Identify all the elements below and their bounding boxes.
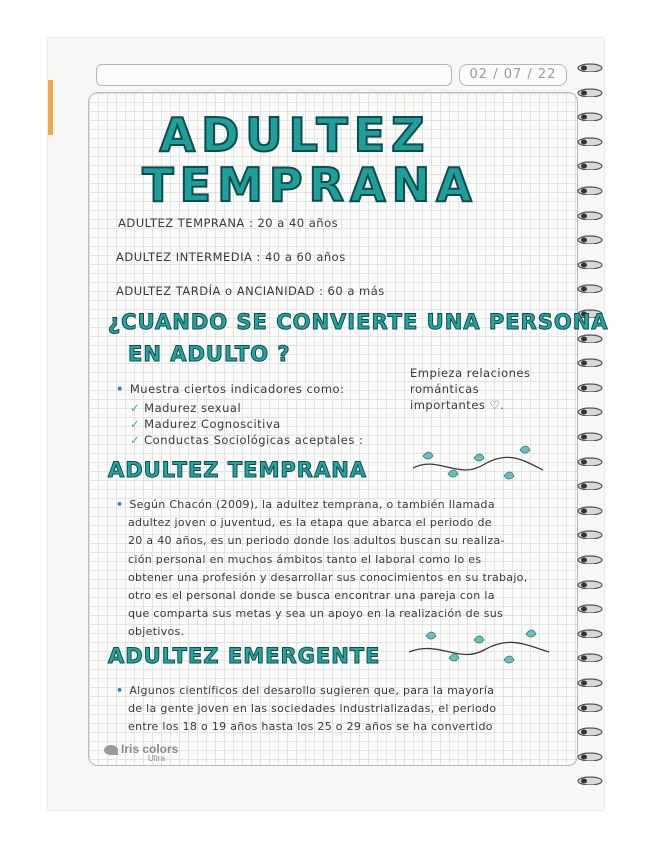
indicator-text: Madurez sexual — [144, 401, 242, 415]
bullet-dot: • — [116, 684, 124, 697]
check-icon: ✓ — [130, 433, 141, 447]
spiral-ring-icon — [576, 406, 606, 416]
spiral-ring-icon — [576, 357, 606, 367]
brand-sub: Ultra — [148, 754, 165, 763]
spiral-ring-icon — [576, 234, 606, 244]
spiral-ring-icon — [576, 259, 606, 269]
paragraph-line: • Algunos científicos del desarollo sugieren que, para la mayoría — [116, 684, 495, 697]
spiral-ring-icon — [576, 702, 606, 712]
section2-heading: ADULTEZ EMERGENTE — [108, 644, 381, 668]
indicator-item — [130, 433, 363, 447]
paragraph-line: objetivos. — [128, 625, 185, 639]
spiral-ring-icon — [576, 652, 606, 662]
spiral-ring-icon — [576, 677, 606, 687]
indicator-item — [130, 417, 281, 431]
brand-name: Iris colors — [121, 742, 179, 756]
bullet-dot: • — [116, 498, 124, 511]
page-title-line2: TEMPRANA — [142, 158, 478, 212]
spiral-ring-icon — [576, 382, 606, 392]
paragraph-line: otro es el personal donde se busca encontrar una pareja con la — [128, 589, 495, 603]
check-icon: ✓ — [130, 401, 141, 415]
spiral-ring-icon — [576, 529, 606, 539]
page-tab-stripe — [48, 80, 53, 135]
spiral-ring-icon — [576, 579, 606, 589]
spiral-ring-icon — [576, 87, 606, 97]
spiral-ring-icon — [576, 554, 606, 564]
spiral-ring-icon — [576, 480, 606, 490]
spiral-ring-icon — [576, 431, 606, 441]
date-field: 02 / 07 / 22 — [459, 64, 567, 86]
indicator-item — [130, 401, 241, 415]
header-field — [96, 64, 452, 86]
side-note-line2: románticas — [410, 382, 480, 396]
spiral-ring-icon — [576, 628, 606, 638]
spiral-ring-icon — [576, 283, 606, 293]
spiral-ring-icon — [576, 603, 606, 613]
spiral-ring-icon — [576, 751, 606, 761]
spiral-ring-icon — [576, 136, 606, 146]
stage-late: ADULTEZ TARDÍA o ANCIANIDAD : 60 a más — [116, 284, 385, 298]
brand-logo-icon — [104, 745, 118, 755]
spiral-ring-icon — [576, 333, 606, 343]
spiral-ring-icon — [576, 505, 606, 515]
paragraph-line: ción personal en muchos ámbitos tanto el laboral como lo es — [128, 552, 482, 566]
paragraph-line: • Según Chacón (2009), la adultez temprana, o también llamada — [116, 498, 495, 511]
indicators-intro-text: Muestra ciertos indicadores como: — [129, 382, 345, 396]
bullet-dot: • — [116, 382, 124, 396]
paragraph-line: obtener una profesión y desarrollar sus conocimientos en su trabajo, — [128, 570, 528, 584]
spiral-ring-icon — [576, 210, 606, 220]
vine-decoration-icon — [404, 622, 554, 672]
indicator-text: Conductas Sociológicas aceptales : — [144, 433, 364, 447]
paragraph-line: 20 a 40 años, es un periodo donde los adultos buscan su realiza- — [128, 534, 505, 548]
spiral-ring-icon — [576, 456, 606, 466]
spiral-ring-icon — [576, 111, 606, 121]
section2-paragraph — [116, 682, 566, 737]
section1-paragraph — [116, 496, 566, 642]
spiral-ring-icon — [576, 775, 606, 785]
indicators-intro — [116, 382, 344, 396]
stage-middle: ADULTEZ INTERMEDIA : 40 a 60 años — [116, 250, 346, 264]
question-heading-line1: ¿CUANDO SE CONVIERTE UNA PERSONA — [108, 310, 609, 334]
side-note-line1: Empieza relaciones — [410, 366, 531, 380]
stage-early: ADULTEZ TEMPRANA : 20 a 40 años — [118, 216, 339, 230]
spiral-ring-icon — [576, 185, 606, 195]
question-heading-line2: EN ADULTO ? — [128, 342, 291, 366]
indicator-text: Madurez Cognoscitiva — [144, 417, 281, 431]
paragraph-line: de la gente joven en las sociedades industrializadas, el periodo — [128, 702, 497, 716]
side-note-line3: importantes ♡. — [410, 398, 505, 412]
vine-decoration-icon — [408, 440, 548, 488]
check-icon: ✓ — [130, 417, 141, 431]
brand-logo — [104, 742, 178, 763]
spiral-ring-icon — [576, 62, 606, 72]
spiral-ring-icon — [576, 160, 606, 170]
paragraph-line: que comparta sus metas y sea un apoyo en la realización de sus — [128, 607, 504, 621]
paragraph-line: entre los 18 o 19 años hasta los 25 o 29 años se ha convertido — [128, 720, 493, 734]
spiral-ring-icon — [576, 726, 606, 736]
page-title-line1: ADULTEZ — [159, 108, 431, 162]
paragraph-line: adultez joven o juventud, es la etapa que abarca el periodo de — [128, 516, 492, 530]
section1-heading: ADULTEZ TEMPRANA — [108, 458, 368, 482]
